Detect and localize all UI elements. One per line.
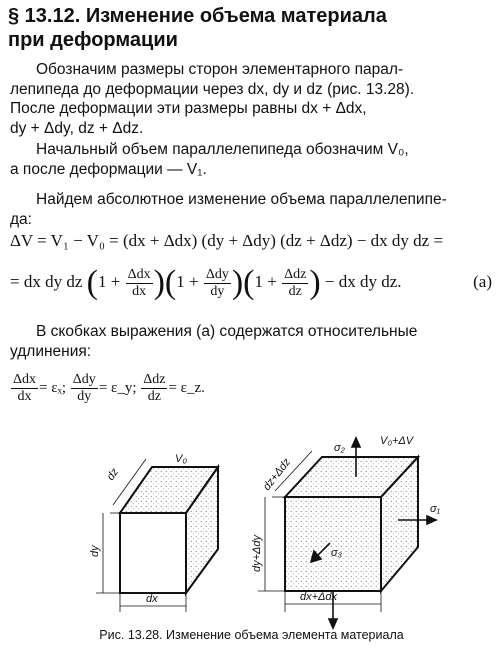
text-line: лепипеда до деформации через dx, dy и dz (рис. 13.28). xyxy=(10,80,415,98)
strain-x-result: = εₓ; xyxy=(39,380,67,396)
frac-den: dz xyxy=(288,283,302,299)
label-sigma3: σ₃ xyxy=(331,547,342,559)
frac-den: dy xyxy=(77,389,92,405)
text-line: Найдем абсолютное изменение объема параллелепипе- xyxy=(36,191,447,208)
label-dx: dx xyxy=(146,593,158,605)
strain-z-result: = ε_z. xyxy=(168,380,205,396)
label-dz: dz xyxy=(104,466,122,483)
label-dy: dy xyxy=(89,545,101,557)
eq2-one: 1 + xyxy=(176,272,199,291)
equation-label: (a) xyxy=(473,272,492,291)
frac-den: dz xyxy=(147,389,161,405)
close-paren: ) xyxy=(309,264,321,302)
label-dx-ddx: dx+Δdx xyxy=(300,591,338,603)
figure-caption: Рис. 13.28. Изменение объема элемента материала xyxy=(99,628,404,642)
section-title-line1: § 13.12. Изменение объема материала xyxy=(8,5,387,27)
eq2-one: 1 + xyxy=(254,272,277,291)
frac-den: dx xyxy=(132,283,147,299)
text-line: да: xyxy=(10,210,32,228)
eq2-one: 1 + xyxy=(97,272,121,291)
frac-num: Δdy xyxy=(72,372,96,388)
section-title-line2: при деформации xyxy=(8,29,178,51)
frac-num: Δdy xyxy=(205,266,229,282)
frac-num: Δdz xyxy=(143,372,166,388)
text-line: После деформации эти размеры равны dx + Δdx, xyxy=(10,100,367,117)
cube-front-face xyxy=(120,513,186,593)
close-paren: ) xyxy=(231,264,244,302)
equation-volume-change: ΔV = V₁ − V₀ = (dx + Δdx) (dy + Δdy) (dz + Δdz) − dx dy dz = xyxy=(10,231,444,250)
label-v0-dv: V₀+ΔV xyxy=(380,435,414,447)
strain-y-result: = ε_y; xyxy=(98,380,137,396)
arrow-head xyxy=(329,619,337,628)
frac-num: Δdz xyxy=(284,266,307,282)
arrow-head xyxy=(427,516,436,524)
eq2-prefix: = dx dy dz xyxy=(10,272,83,291)
text-line: dy + Δdy, dz + Δdz. xyxy=(10,119,144,137)
label-v0: V₀ xyxy=(175,453,187,465)
frac-num: Δdx xyxy=(127,266,151,282)
eq2-suffix: − dx dy dz. xyxy=(324,272,402,291)
text-line: а после деформации — V₁. xyxy=(10,160,207,178)
arrow-head xyxy=(352,438,360,447)
label-dz-ddz: dz+Δdz xyxy=(260,456,294,493)
frac-num: Δdx xyxy=(13,372,37,388)
label-dy-ddy: dy+Δdy xyxy=(251,534,263,572)
text-line: Начальный объем параллелепипеда обозначим V₀, xyxy=(36,141,409,158)
close-paren: ) xyxy=(153,264,165,302)
label-sigma1: σ₁ xyxy=(430,503,441,515)
open-paren: ( xyxy=(164,264,177,302)
open-paren: ( xyxy=(243,264,255,302)
text-line: Обозначим размеры сторон элементарного парал- xyxy=(36,61,404,78)
deformed-cube xyxy=(285,457,418,591)
label-sigma2: σ₂ xyxy=(334,442,345,454)
open-paren: ( xyxy=(86,264,98,302)
cube-front-face xyxy=(285,497,381,591)
text-line: В скобках выражения (а) содержатся относительные xyxy=(36,323,418,340)
frac-den: dy xyxy=(210,283,225,299)
initial-cube xyxy=(120,467,218,593)
frac-den: dx xyxy=(17,389,32,405)
text-line: удлинения: xyxy=(10,342,92,360)
